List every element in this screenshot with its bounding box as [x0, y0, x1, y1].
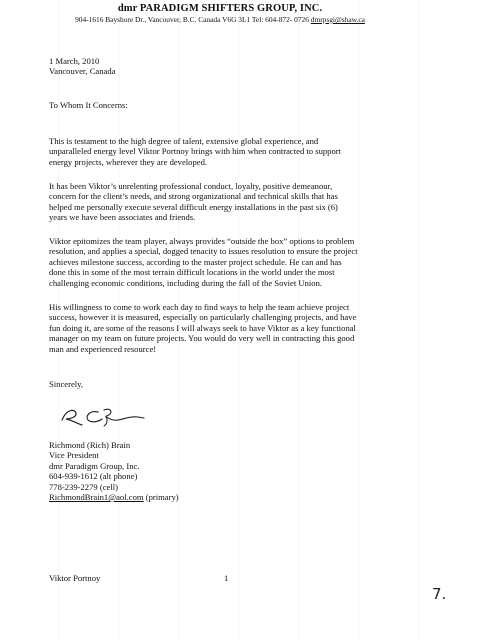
paragraph-line: This is testament to the high degree of talent, extensive global experience, and: [49, 136, 319, 146]
footer-name: Viktor Portnoy: [49, 573, 101, 583]
letter-place: Vancouver, Canada: [49, 66, 116, 77]
paragraph-line: helped me personally execute several difficult energy installations in the past six (6): [49, 201, 338, 212]
company-address: [40, 15, 400, 25]
paragraph-2: [49, 181, 444, 223]
paragraph-line: done this in some of the most terrain difficult locations in the world under the most: [49, 267, 335, 278]
signer-email-note: (primary): [143, 492, 179, 503]
salutation: To Whom It Concerns:: [49, 100, 128, 110]
signer-email-line: [49, 492, 179, 502]
paragraph-4: [49, 302, 444, 354]
signer-alt-phone: 604-939-1612 (alt phone): [49, 471, 138, 482]
signature-block: [49, 440, 179, 502]
closing: Sincerely,: [49, 379, 84, 389]
paragraph-1: [49, 136, 444, 167]
signer-company: dmr Paradigm Group, Inc.: [49, 460, 140, 471]
paragraph-line: success, however it is measured, especially on particularly challenging projects, and have: [49, 312, 357, 323]
paragraph-line: resolution, and applies a special, dogged tenacity to issues resolution to ensure the project: [49, 246, 358, 257]
paragraph-3: [49, 236, 444, 288]
letterhead: [40, 3, 400, 25]
paragraph-line: manager on my team on future projects. You would do very well in contracting this good: [49, 333, 355, 344]
company-name: dmr PARADIGM SHIFTERS GROUP, INC.: [117, 3, 323, 14]
paragraph-line: Viktor epitomizes the team player, always provides “outside the box” options to problem: [49, 236, 355, 246]
date-block: [49, 56, 115, 77]
page-number: 1: [224, 573, 229, 583]
letterhead-email: dmrpsgi@shaw.ca: [310, 15, 365, 24]
paragraph-line: achieves milestone success, according to the master project schedule. He can and has: [49, 256, 342, 267]
paragraph-line: challenging economic conditions, including during the fall of the Soviet Union.: [49, 277, 323, 288]
paragraph-line: It has been Viktor’s unrelenting professional conduct, loyalty, positive demeanour,: [49, 181, 333, 191]
address-text: 904-1616 Bayshore Dr., Vancouver, B.C. Canada V6G 3L1 Tel: 604-872- 0726: [75, 15, 309, 24]
paragraph-line: concern for the client’s needs, and strong organizational and technical skills that has: [49, 191, 338, 202]
handwritten-page-mark: 7.: [432, 585, 447, 603]
paragraph-line: His willingness to come to work each day to find ways to help the team achieve project: [49, 302, 350, 312]
signer-title: Vice President: [49, 450, 99, 461]
paragraph-line: man and experienced resource!: [49, 343, 157, 354]
handwritten-signature: [58, 400, 158, 430]
signer-name: Richmond (Rich) Brain: [49, 440, 131, 450]
paragraph-line: fun doing it, are some of the reasons I will always seek to have Viktor as a key functional: [49, 322, 356, 333]
letter-date: 1 March, 2010: [49, 56, 100, 66]
signer-email: RichmondBrain1@aol.com: [49, 492, 144, 503]
signer-cell: 778-239-2279 (cell): [49, 481, 118, 492]
paragraph-line: energy projects, wherever they are developed.: [49, 156, 208, 167]
paragraph-line: years we have been associates and friends.: [49, 212, 196, 223]
paragraph-line: unparalleled energy level Viktor Portnoy brings with him when contracted to support: [49, 146, 342, 157]
